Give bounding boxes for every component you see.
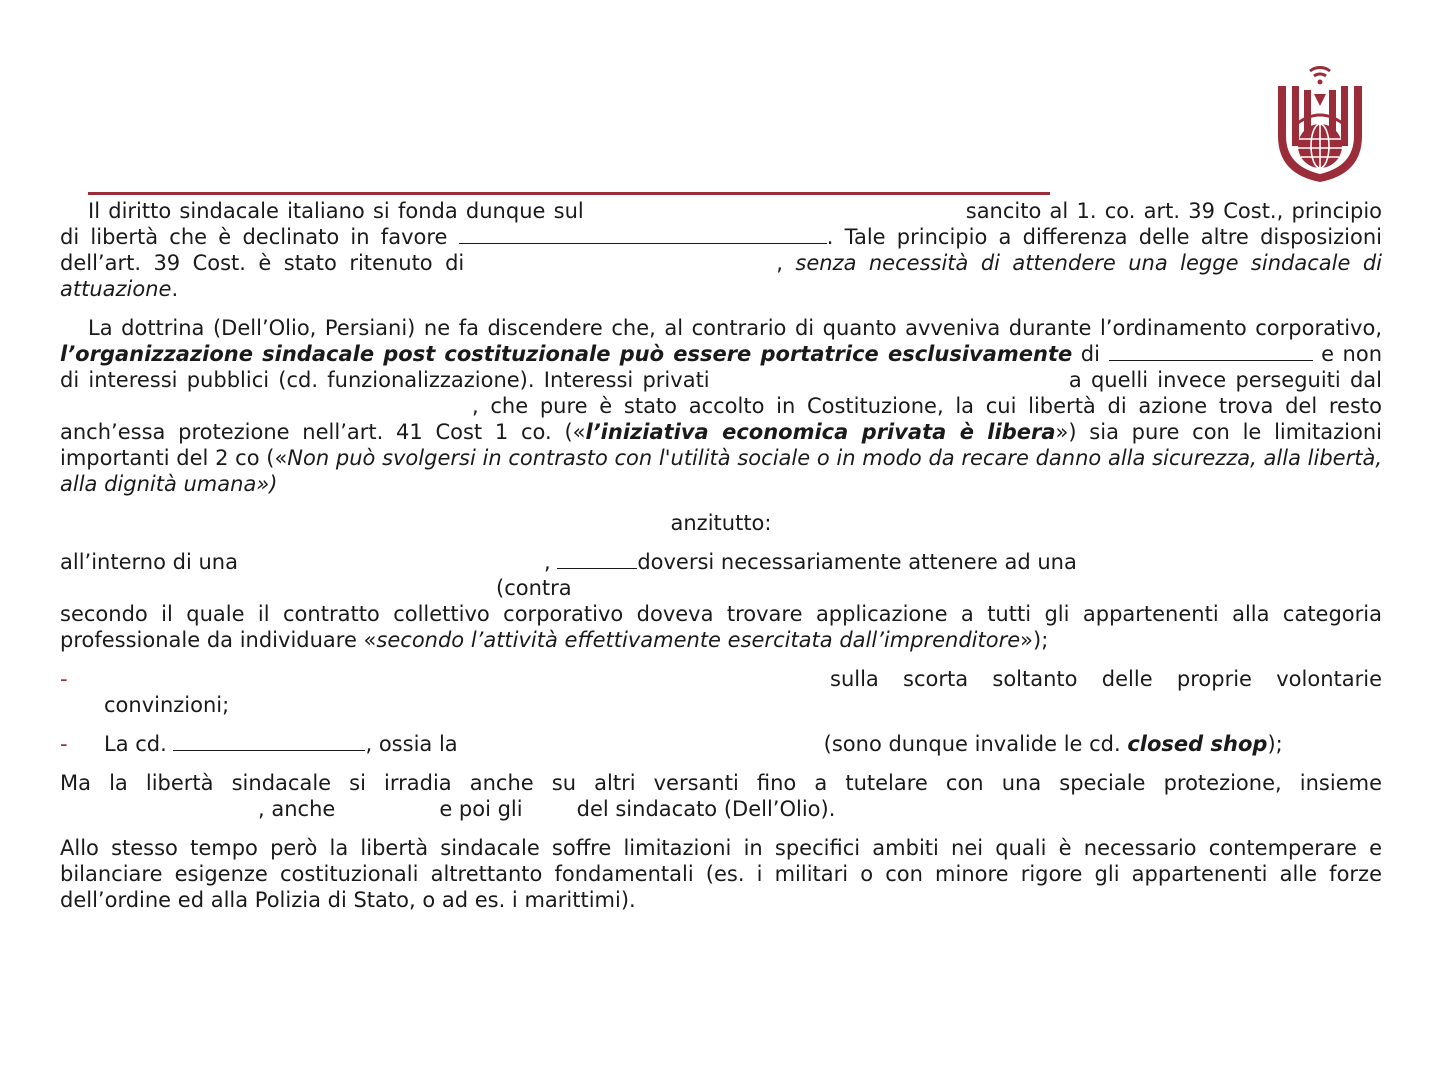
university-shield-logo bbox=[1272, 66, 1368, 184]
paragraph-4: all’interno di una , doversi necessariamente attenere ad una (contra secondo il quale il contratto collettivo corporativo doveva trovare applicazione a tutti gli appartenenti alla categoria professionale da individuare «secondo l’attività effettivamente esercitata dall’imprenditore»); bbox=[60, 550, 1382, 652]
blank-line bbox=[459, 225, 827, 244]
header-rule bbox=[88, 192, 1050, 195]
blank-line bbox=[1109, 342, 1313, 361]
paragraph-5: Ma la libertà sindacale si irradia anche su altri versanti fino a tutelare con una speciale protezione, insieme , anche e poi gli del sindacato (Dell’Olio). bbox=[60, 771, 1382, 821]
bullet-item-1: - sulla scorta soltanto delle proprie volontarie convinzioni; bbox=[60, 667, 1382, 717]
paragraph-2: La dottrina (Dell’Olio, Persiani) ne fa discendere che, al contrario di quanto avveniva durante l’ordinamento corporativo, l’organizzazione sindacale post costituzionale può essere portatrice esclusivamente di e non di interessi pubblici (cd. funzionalizzazione). Interessi privati a quelli invece perseguiti dal, che pure è stato accolto in Costituzione, la cui libertà di azione trova del resto anch’essa protezione nell’art. 41 Cost 1 co. («l’iniziativa economica privata è libera») sia pure con le limitazioni importanti del 2 co («Non può svolgersi in contrasto con l'utilità sociale o in modo da recare danno alla sicurezza, alla libertà, alla dignità umana») bbox=[60, 316, 1383, 496]
bullet-item-2: - La cd. , ossia la (sono dunque invalide le cd. closed shop); bbox=[60, 732, 1283, 756]
blank-line bbox=[173, 732, 365, 751]
blank-line bbox=[557, 550, 637, 569]
paragraph-6: Allo stesso tempo però la libertà sindacale soffre limitazioni in specifici ambiti nei quali è necessario contemperare e bilanciare esigenze costituzionali altrettanto fondamentali (es. i militari o con minore rigore gli appartenenti alle forze dell’ordine ed alla Polizia di Stato, o ad es. i marittimi). bbox=[60, 836, 1382, 912]
paragraph-3: anzitutto: bbox=[670, 511, 772, 535]
paragraph-1: Il diritto sindacale italiano si fonda dunque sul sancito al 1. co. art. 39 Cost., principio di libertà che è declinato in favore . Tale principio a differenza delle altre disposizioni dell’art. 39 Cost. è stato ritenuto di , senza necessità di attendere una legge sindacale di attuazione. bbox=[60, 199, 1382, 301]
document-body bbox=[60, 198, 1382, 926]
